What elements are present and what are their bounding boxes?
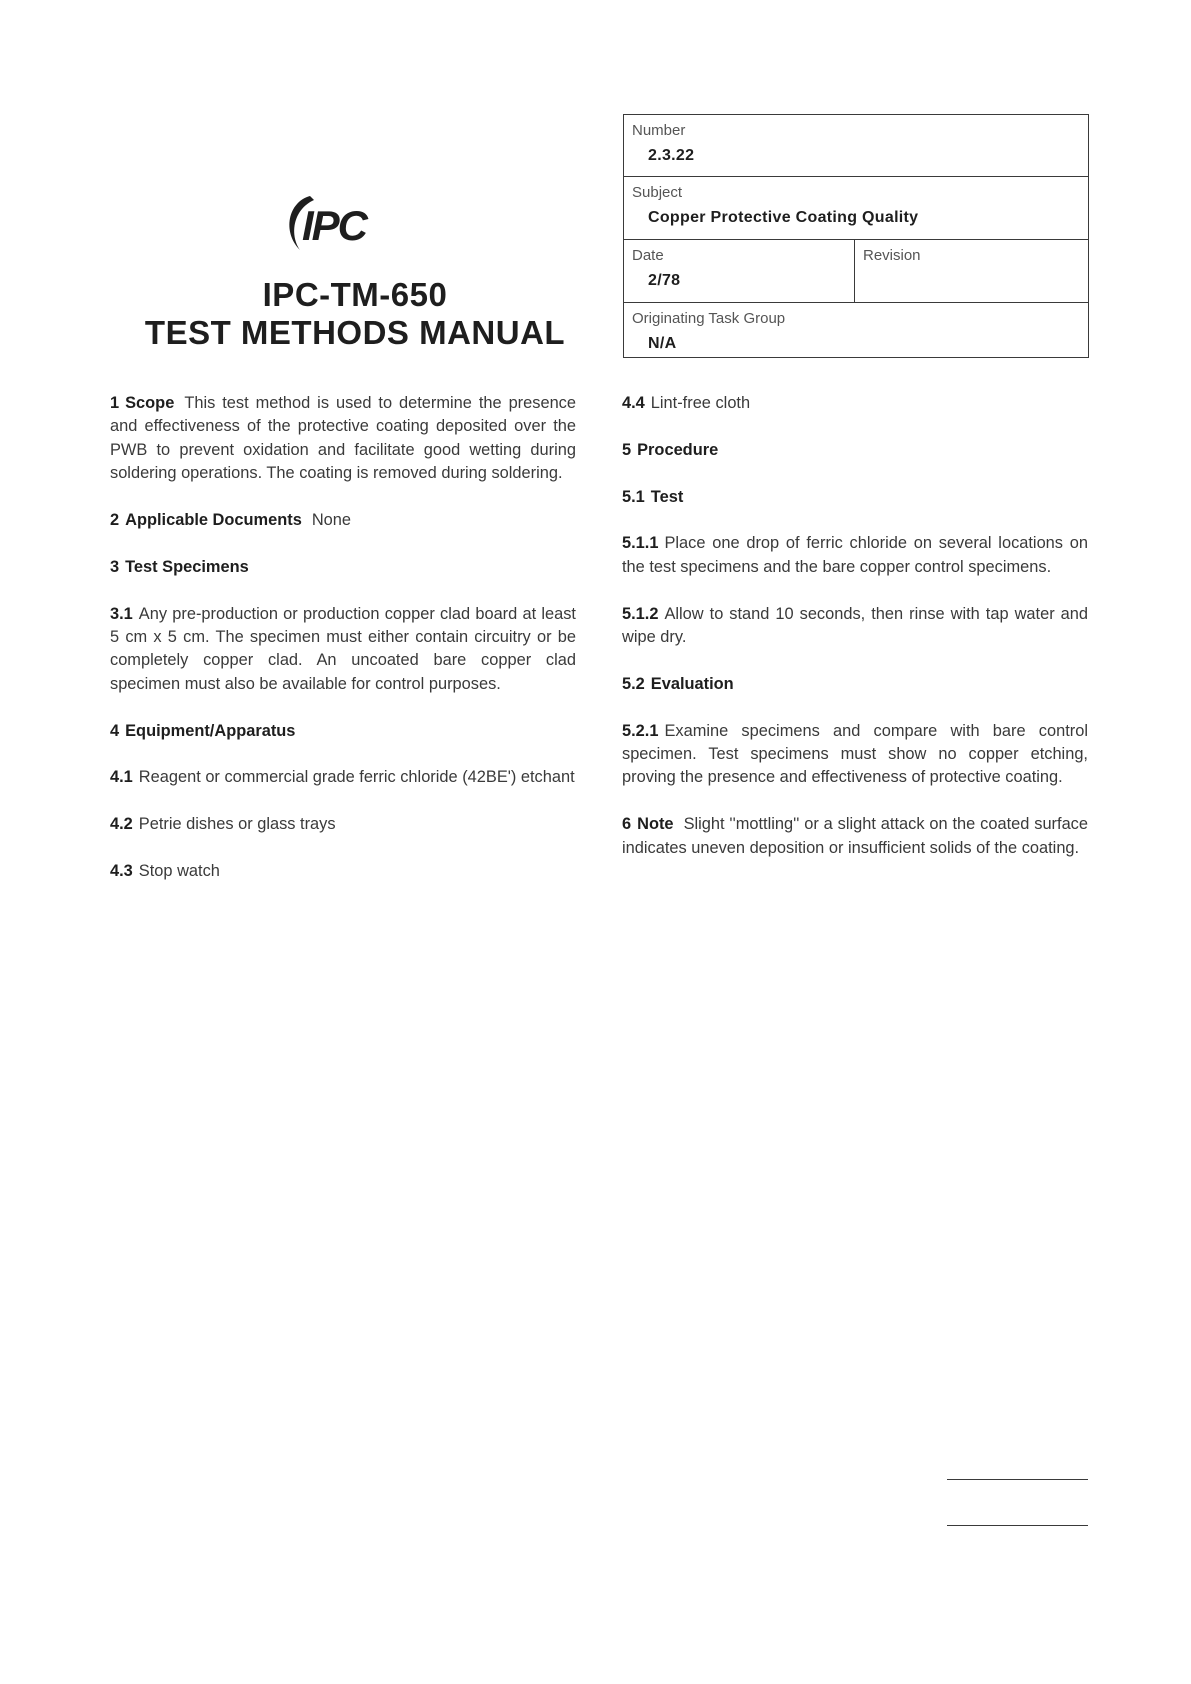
section-3-test-specimens — [110, 556, 576, 579]
section-5-1-1 — [622, 532, 1088, 579]
section-4-1 — [110, 766, 576, 789]
task-group-row — [624, 303, 1088, 359]
section-number: 5.2 — [622, 674, 645, 693]
left-column — [110, 392, 576, 907]
logo-text: IPC — [302, 202, 367, 249]
task-group-value: N/A — [648, 335, 677, 352]
section-heading: Equipment/Apparatus — [125, 721, 296, 740]
section-1-scope — [110, 392, 576, 486]
section-text: Reagent or commercial grade ferric chloride (42BE') etchant — [138, 768, 575, 787]
date-revision-row — [624, 240, 1088, 303]
section-number: 5.1.2 — [622, 604, 659, 623]
section-heading: Procedure — [637, 440, 719, 459]
document-info-box — [623, 114, 1089, 358]
revision-cell — [855, 240, 1088, 302]
blank-line — [947, 1525, 1088, 1526]
manual-title — [120, 276, 590, 352]
section-number: 5.1.1 — [622, 534, 659, 553]
section-number: 3 — [110, 557, 120, 576]
ipc-logo — [280, 192, 400, 256]
subject-label: Subject — [632, 184, 683, 201]
section-4-equipment — [110, 720, 576, 743]
subject-row — [624, 177, 1088, 240]
section-heading: Applicable Documents — [125, 511, 302, 530]
blank-line — [947, 1479, 1088, 1480]
section-text: Lint-free cloth — [650, 394, 751, 412]
section-number: 3.1 — [110, 604, 133, 623]
section-5-2-1 — [622, 720, 1088, 790]
section-number: 1 — [110, 394, 120, 412]
section-text: None — [311, 511, 352, 530]
section-3-1 — [110, 603, 576, 697]
section-number: 5 — [622, 440, 632, 459]
section-4-2 — [110, 813, 576, 836]
task-group-label: Originating Task Group — [632, 310, 786, 327]
subject-value: Copper Protective Coating Quality — [648, 209, 919, 226]
section-number: 4 — [110, 721, 120, 740]
section-number: 4.4 — [622, 394, 645, 412]
section-heading: Test — [650, 487, 684, 506]
section-4-3 — [110, 860, 576, 883]
section-text: Slight ''mottling'' or a slight attack on the coated surface indicates uneven deposition or insufficient solids of the coating. — [622, 815, 1088, 857]
date-cell — [624, 240, 855, 302]
section-text: Petrie dishes or glass trays — [138, 815, 336, 834]
section-number: 2 — [110, 511, 120, 530]
date-label: Date — [632, 247, 664, 264]
section-heading: Scope — [125, 394, 175, 412]
section-heading: Test Specimens — [125, 557, 249, 576]
section-number: 5.1 — [622, 487, 645, 506]
manual-title-line1: IPC-TM-650 — [262, 276, 448, 313]
manual-title-line2: TEST METHODS MANUAL — [144, 314, 566, 351]
section-text: This test method is used to determine the presence and effectiveness of the protective coating deposited over the PWB to prevent oxidation and facilitate good wetting during soldering operations. The coating is removed during soldering. — [110, 394, 576, 483]
number-value: 2.3.22 — [648, 147, 695, 164]
section-5-1-test — [622, 486, 1088, 509]
section-6-note — [622, 813, 1088, 860]
right-column — [622, 392, 1088, 883]
section-number: 4.1 — [110, 768, 133, 787]
section-text: Allow to stand 10 seconds, then rinse with tap water and wipe dry. — [622, 604, 1088, 646]
section-number: 5.2.1 — [622, 721, 659, 740]
section-heading: Note — [637, 815, 674, 834]
number-label: Number — [632, 122, 686, 139]
section-text: Examine specimens and compare with bare control specimen. Test specimens must show no copper etching, proving the presence and effectiveness of protective coating. — [622, 721, 1088, 787]
revision-label: Revision — [863, 247, 921, 264]
section-text: Place one drop of ferric chloride on several locations on the test specimens and the bare copper control specimens. — [622, 534, 1088, 576]
section-2-applicable-documents — [110, 509, 576, 532]
date-value: 2/78 — [648, 272, 681, 289]
section-5-1-2 — [622, 603, 1088, 650]
section-text: Stop watch — [138, 862, 220, 881]
section-heading: Evaluation — [650, 674, 734, 693]
section-text: Any pre-production or production copper clad board at least 5 cm x 5 cm. The specimen must either contain circuitry or be completely copper clad. An uncoated bare copper clad specimen must also be available for control purposes. — [110, 604, 576, 693]
section-number: 6 — [622, 815, 632, 834]
section-4-4 — [622, 392, 1088, 415]
section-number: 4.3 — [110, 862, 133, 881]
section-number: 4.2 — [110, 815, 133, 834]
section-5-2-evaluation — [622, 673, 1088, 696]
section-5-procedure — [622, 439, 1088, 462]
number-row — [624, 115, 1088, 177]
